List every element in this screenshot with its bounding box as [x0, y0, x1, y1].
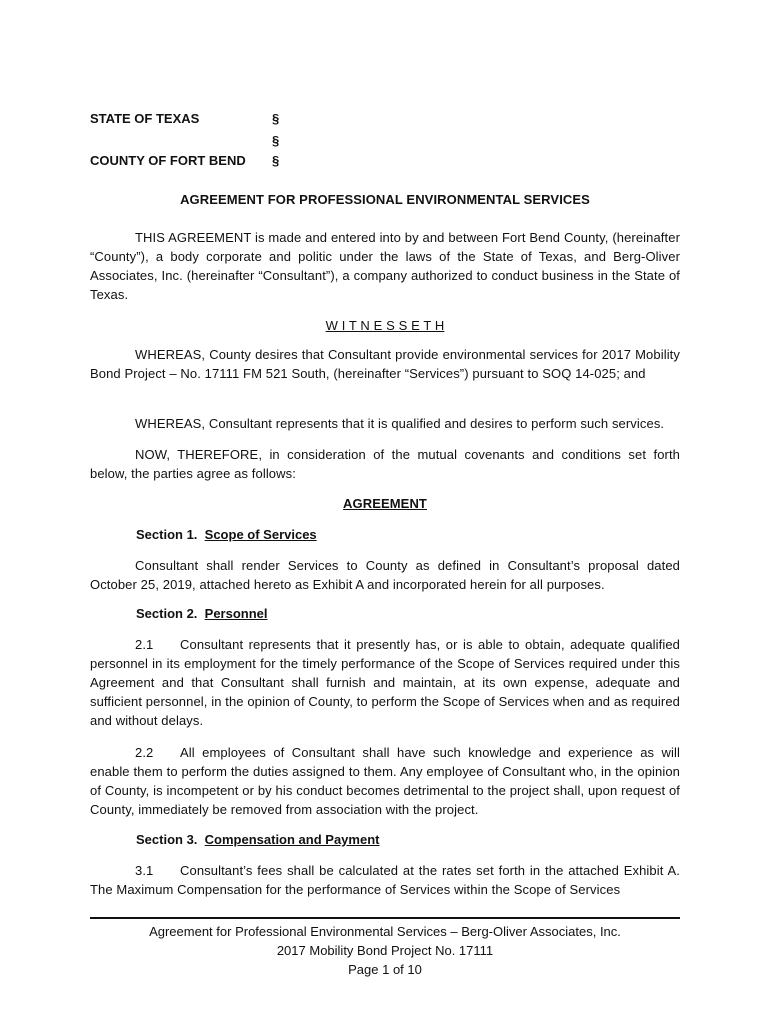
section-heading	[136, 604, 268, 623]
section-title: Personnel	[204, 606, 268, 621]
caption-county: COUNTY OF FORT BEND	[90, 153, 246, 168]
clause-text: All employees of Consultant shall have such knowledge and experience as will enable them to perform the duties assigned to them. Any employee of Consultant who, in the opinion of County, is incompetent or by his conduct becomes detrimental to the project shall, upon request of County, immediately be removed from association with the project.	[90, 745, 680, 817]
caption-state: STATE OF TEXAS	[90, 111, 200, 126]
section-label: Section 3.	[136, 832, 198, 847]
footer-rule	[90, 917, 680, 919]
clause	[90, 635, 680, 730]
section-title: Compensation and Payment	[204, 832, 380, 847]
footer-line-1: Agreement for Professional Environmental Services – Berg-Oliver Associates, Inc.	[149, 924, 621, 939]
clause-text: Consultant’s fees shall be calculated at the rates set forth in the attached Exhibit A. The Maximum Compensation for the performance of Services within the Scope of Services	[90, 863, 680, 897]
section-symbol: §	[272, 153, 280, 168]
page-number: Page 1 of 10	[348, 962, 422, 977]
intro-paragraph: THIS AGREEMENT is made and entered into by and between Fort Bend County, (hereinafter “County”), a body corporate and politic under the laws of the State of Texas, and Berg-Oliver Associates, Inc. (hereinafter “Consultant”), a company authorized to conduct business in the State of Texas.	[90, 230, 680, 302]
clause-number: 3.1	[135, 863, 154, 878]
agreement-heading: AGREEMENT	[343, 496, 427, 511]
whereas-clause-2: WHEREAS, Consultant represents that it is qualified and desires to perform such services.	[135, 416, 665, 431]
section-title: Scope of Services	[204, 527, 317, 542]
clause	[90, 861, 680, 899]
section-heading	[136, 525, 317, 544]
section-label: Section 2.	[136, 606, 198, 621]
section-symbol: §	[272, 133, 280, 148]
document-title: AGREEMENT FOR PROFESSIONAL ENVIRONMENTAL SERVICES	[180, 192, 590, 207]
clause-text: Consultant represents that it presently has, or is able to obtain, adequate qualified personnel in its employment for the timely performance of the Scope of Services required under this Agreement and that Consultant shall furnish and maintain, at its own expense, adequate and sufficient personnel, in the opinion of County, to perform the Scope of Services when and as required and without delays.	[90, 637, 680, 728]
section-label: Section 1.	[136, 527, 198, 542]
whereas-clause-1: WHEREAS, County desires that Consultant provide environmental services for 2017 Mobility Bond Project – No. 17111 FM 521 South, (hereinafter “Services”) pursuant to SOQ 14-025; and	[90, 347, 680, 381]
clause-number: 2.2	[135, 745, 154, 760]
section-body: Consultant shall render Services to County as defined in Consultant’s proposal dated October 25, 2019, attached hereto as Exhibit A and incorporated herein for all purposes.	[90, 558, 680, 592]
section-symbol: §	[272, 111, 280, 126]
clause-number: 2.1	[135, 637, 154, 652]
now-therefore-clause: NOW, THEREFORE, in consideration of the mutual covenants and conditions set forth below, the parties agree as follows:	[90, 447, 680, 481]
witnesseth-heading: W I T N E S S E T H	[325, 318, 445, 333]
clause	[90, 743, 680, 819]
footer-line-2: 2017 Mobility Bond Project No. 17111	[276, 943, 494, 958]
section-heading	[136, 830, 379, 849]
